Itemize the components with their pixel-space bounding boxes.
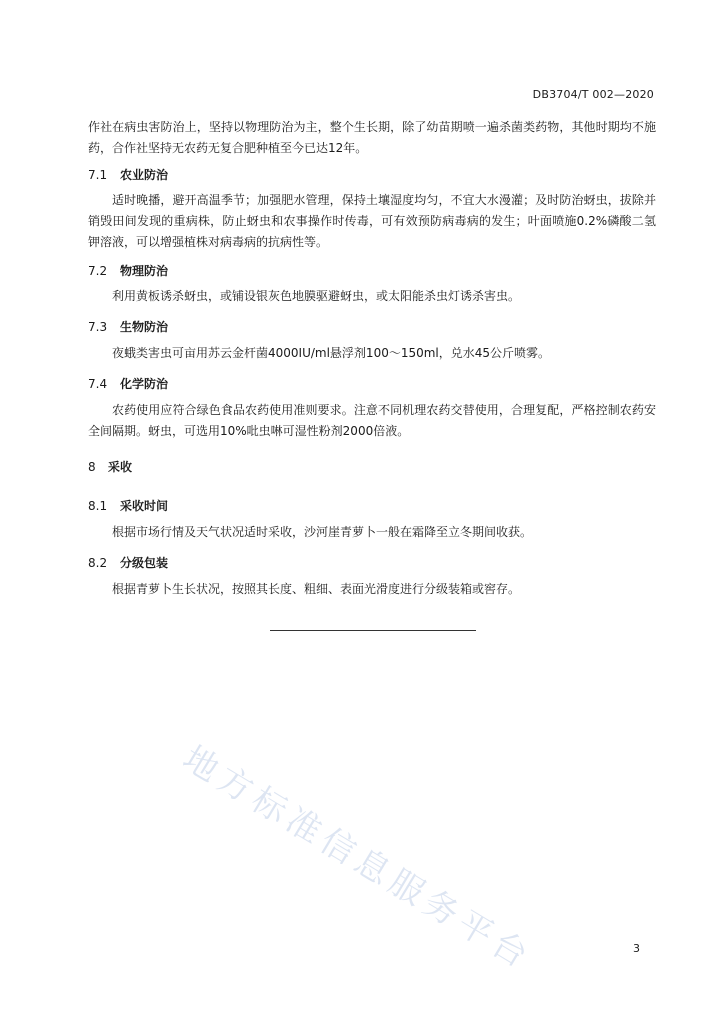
section-8-1-title: 采收时间 — [120, 499, 169, 513]
section-7-3-number: 7.3 — [88, 320, 108, 334]
watermark: 地方标准信息服务平台 — [175, 738, 540, 979]
section-7-3-body: 夜蛾类害虫可亩用苏云金杆菌4000IU/ml悬浮剂100～150ml，兑水45公斤喷雾。 — [112, 346, 551, 360]
section-7-4-title: 化学防治 — [120, 377, 169, 391]
end-of-document-line — [270, 630, 476, 631]
section-7-1-heading — [88, 166, 168, 184]
section-8-2-heading — [88, 554, 168, 572]
intro-paragraph: 作社在病虫害防治上，坚持以物理防治为主，整个生长期，除了幼苗期喷一遍杀菌类药物，其他时期均不施药，合作社坚持无农药无复合肥种植至今已达12年。 — [88, 120, 656, 155]
section-7-4-body: 农药使用应符合绿色食品农药使用准则要求。注意不同机理农药交替使用，合理复配，严格控制农药安全间隔期。蚜虫，可选用10%吡虫啉可湿性粉剂2000倍液。 — [88, 403, 656, 438]
section-8-2-title: 分级包装 — [120, 556, 169, 570]
section-8-2-number: 8.2 — [88, 556, 108, 570]
section-8-1-body: 根据市场行情及天气状况适时采收，沙河崖青萝卜一般在霜降至立冬期间收获。 — [112, 525, 533, 539]
section-7-1-body: 适时晚播，避开高温季节；加强肥水管理，保持土壤湿度均匀，不宜大水漫灌；及时防治蚜虫，拔除并销毁田间发现的重病株，防止蚜虫和农事操作时传毒，可有效预防病毒病的发生；叶面喷施0.2%磷酸二氢钾溶液，可以增强植株对病毒病的抗病性等。 — [88, 193, 656, 249]
section-7-2-number: 7.2 — [88, 264, 108, 278]
section-7-2-heading — [88, 262, 168, 280]
section-8-2-body: 根据青萝卜生长状况，按照其长度、粗细、表面光滑度进行分级装箱或窖存。 — [112, 582, 521, 596]
standard-code: DB3704/T 002—2020 — [532, 88, 654, 101]
section-7-2-title: 物理防治 — [120, 264, 169, 278]
section-8-1-number: 8.1 — [88, 499, 108, 513]
section-8-1-heading — [88, 497, 168, 515]
page-number: 3 — [633, 942, 640, 955]
section-8-number: 8 — [88, 460, 96, 474]
section-8-heading — [88, 458, 132, 476]
section-7-3-heading — [88, 318, 168, 336]
section-7-3-title: 生物防治 — [120, 320, 169, 334]
section-8-title: 采收 — [108, 460, 133, 474]
section-7-2-body: 利用黄板诱杀蚜虫，或铺设银灰色地膜驱避蚜虫，或太阳能杀虫灯诱杀害虫。 — [112, 289, 521, 303]
section-7-4-number: 7.4 — [88, 377, 108, 391]
section-7-1-title: 农业防治 — [120, 168, 169, 182]
section-7-4-heading — [88, 375, 168, 393]
section-7-1-number: 7.1 — [88, 168, 108, 182]
